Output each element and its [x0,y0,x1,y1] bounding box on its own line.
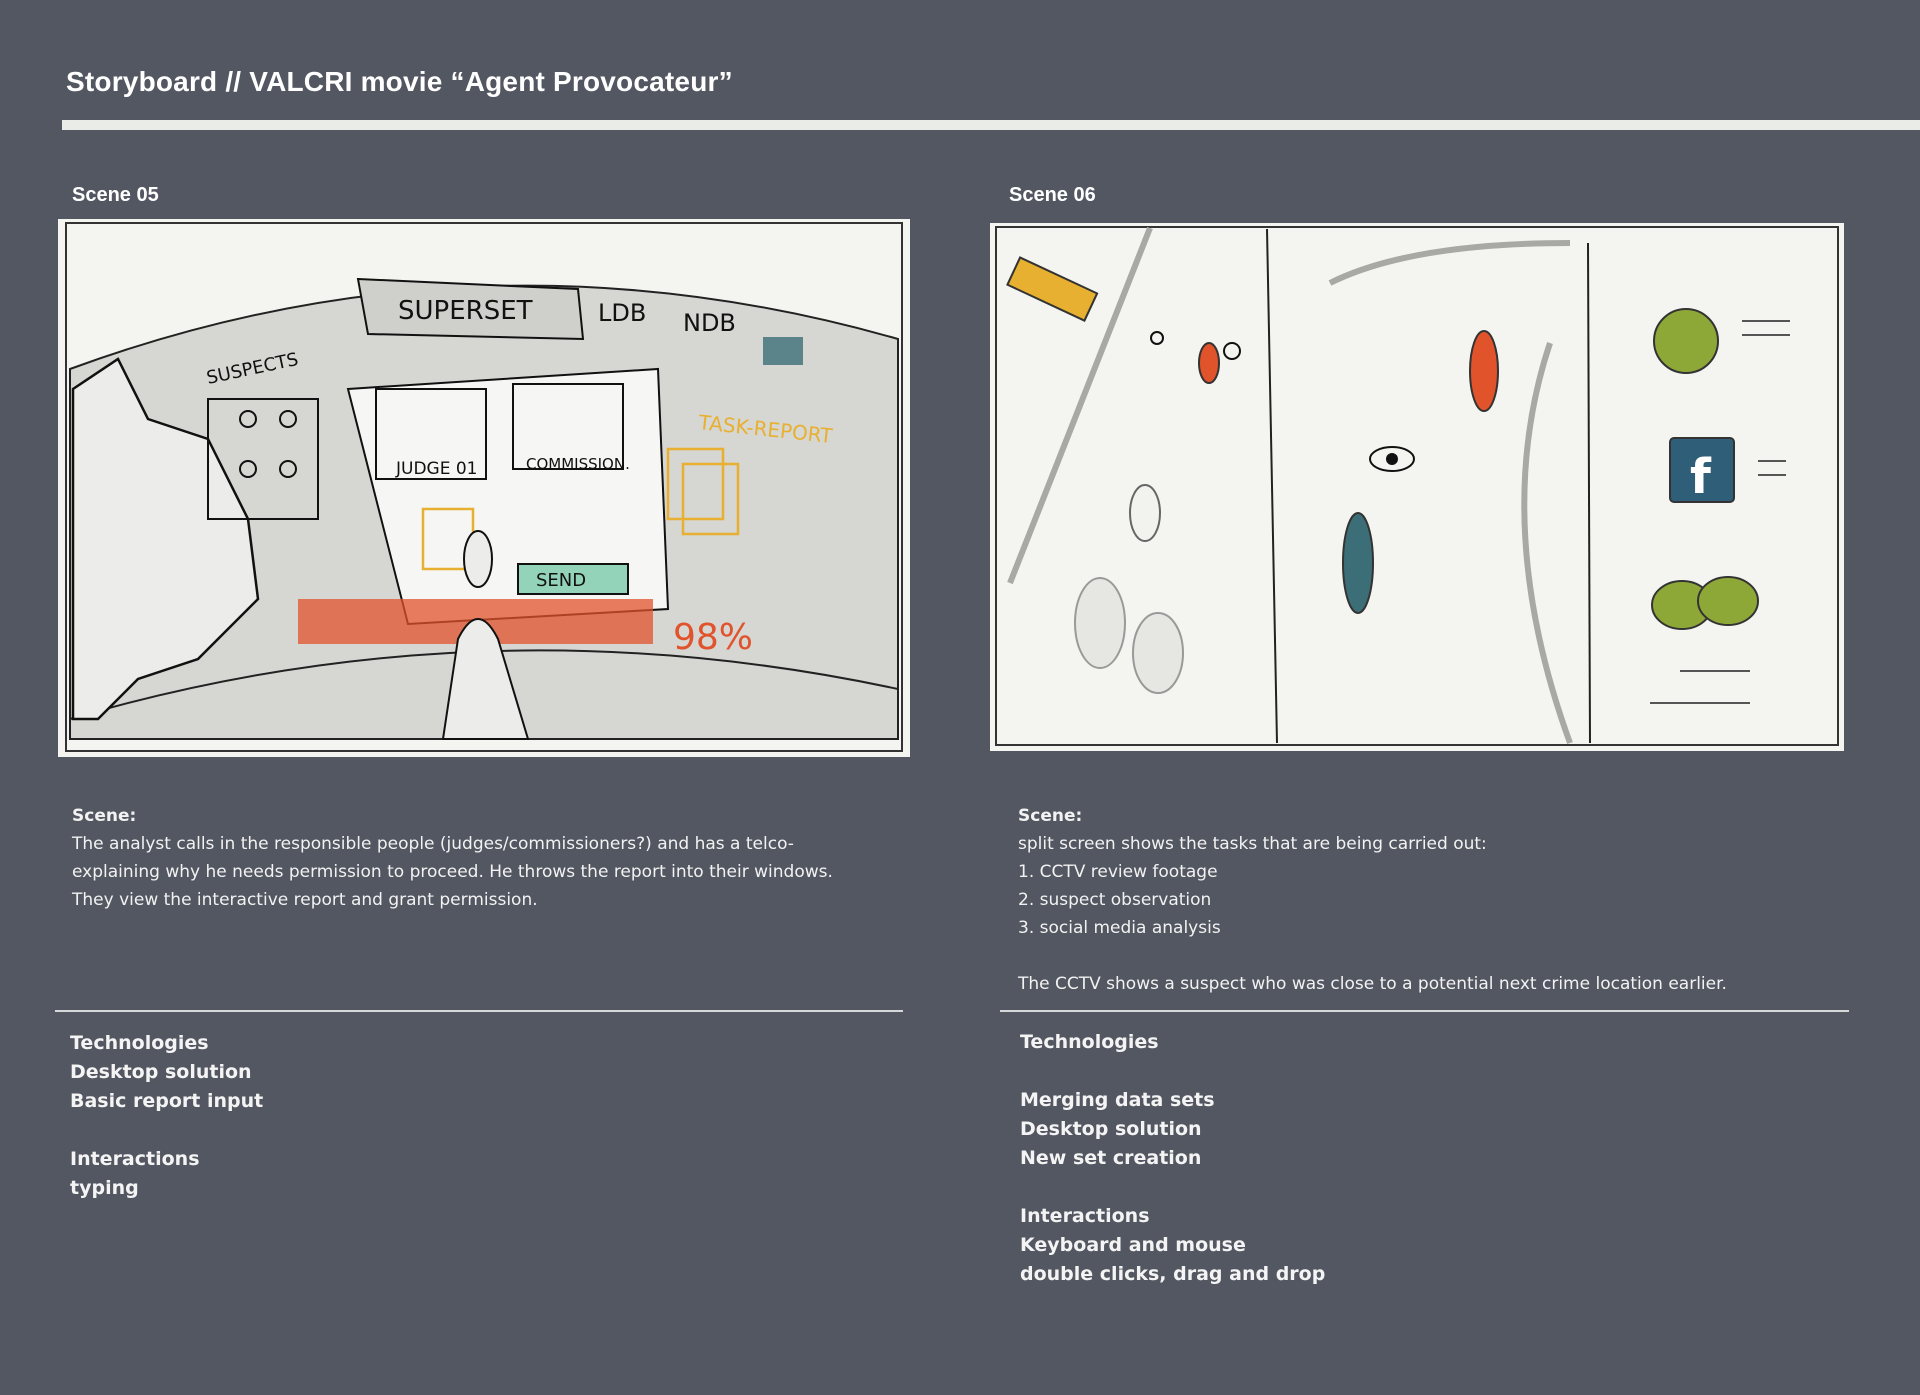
progress-value: 98% [673,617,754,658]
technology-item: Basic report input [70,1090,264,1112]
scene-06-description-line: The CCTV shows a suspect who was close to a potential next crime location earlier. [1018,974,1727,994]
scene-05-description-line: They view the interactive report and grant permission. [72,890,538,910]
scene-05-description-heading: Scene: [72,806,137,826]
cctv-camera-icon [1007,258,1097,321]
technology-item: Desktop solution [70,1061,252,1083]
technology-item: Merging data sets [1020,1089,1215,1111]
scene-05-drawing [58,219,910,757]
scene-06-drawing [990,223,1844,751]
scene-06-description-line: 3. social media analysis [1018,918,1221,938]
scene-06-description-line [1018,942,1878,970]
tab-superset: SUPERSET [398,296,533,326]
scene-06-label: Scene 06 [1009,184,1096,206]
scene-05-description-line: explaining why he needs permission to proceed. He throws the report into their windows. [72,862,833,882]
technologies-heading: Technologies [1020,1031,1159,1053]
technology-item: Desktop solution [1020,1118,1202,1140]
scene-06-sketch [990,223,1844,751]
technology-item: New set creation [1020,1147,1202,1169]
scene-05-description-line: The analyst calls in the responsible people (judges/commissioners?) and has a telco- [72,834,794,854]
scene-05-divider [55,1010,903,1012]
scene-05-technologies [70,1029,263,1203]
chat-c-icon [1654,309,1718,373]
page-title: Storyboard // VALCRI movie “Agent Provocateur” [66,66,733,97]
technologies-heading: Technologies [70,1032,209,1054]
send-button-sketch: SEND [536,570,587,591]
scene-05-description [72,802,872,914]
scene-06-description-line: 1. CCTV review footage [1018,862,1218,882]
tab-ldb: LDB [598,299,647,327]
scene-05-label: Scene 05 [72,184,159,206]
scene-06-description-line: split screen shows the tasks that are being carried out: [1018,834,1487,854]
scene-06-divider [1000,1010,1849,1012]
scene-06-description [1018,802,1878,998]
scene-06-description-line: 2. suspect observation [1018,890,1212,910]
window-label-commission: COMMISSION. [526,455,630,473]
scene-05-sketch [58,219,910,757]
interaction-item: Keyboard and mouse [1020,1234,1246,1256]
scene-06-description-heading: Scene: [1018,806,1083,826]
technology-item [1020,1057,1325,1086]
interactions-heading: Interactions [70,1148,200,1170]
interaction-item: typing [70,1177,139,1199]
interaction-item: double clicks, drag and drop [1020,1263,1326,1285]
title-divider [62,120,1920,130]
task-report-label: TASK-REPORT [697,410,834,449]
interactions-heading: Interactions [1020,1205,1150,1227]
scene-06-technologies [1020,1028,1325,1289]
tab-ndb: NDB [683,309,736,337]
svg-text:f: f [1690,449,1711,505]
suspects-panel-title: SUSPECTS [204,348,301,389]
window-label-judge: JUDGE 01 [396,459,478,479]
